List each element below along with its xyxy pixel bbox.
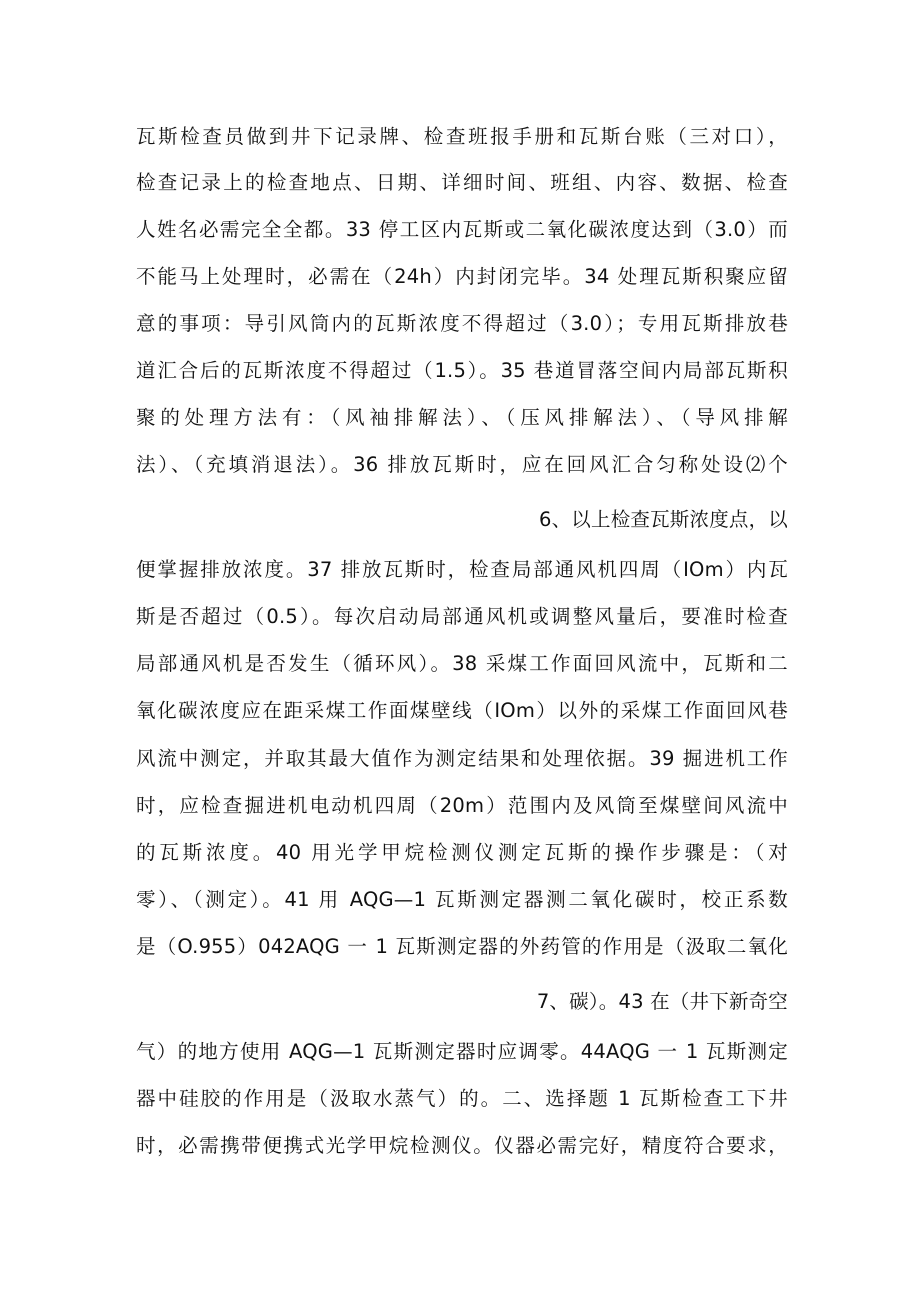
text-line: 瓦斯检查员做到井下记录牌、检查班报手册和瓦斯台账（三对口）， bbox=[136, 125, 788, 148]
text-line: 的瓦斯浓度。40 用光学甲烷检测仪测定瓦斯的操作步骤是：（对 bbox=[136, 841, 788, 864]
text-line: 风流中测定，并取其最大值作为测定结果和处理依据。39 掘进机工作 bbox=[136, 747, 788, 770]
text-line: 是（O.955）042AQG 一 1 瓦斯测定器的外药管的作用是（汲取二氧化 bbox=[136, 935, 788, 958]
text-line: 道汇合后的瓦斯浓度不得超过（1.5）。35 巷道冒落空间内局部瓦斯积 bbox=[136, 359, 788, 382]
text-line: 聚的处理方法有：（风袖排解法）、（压风排解法）、（导风排解 bbox=[136, 406, 788, 429]
text-line: 法）、（充填消退法）。36 排放瓦斯时，应在回风汇合匀称处设⑵个 bbox=[136, 453, 788, 476]
text-line: 氧化碳浓度应在距采煤工作面煤壁线（IOm）以外的采煤工作面回风巷 bbox=[136, 699, 788, 722]
list-item-7: 7、碳）。43 在（井下新奇空 bbox=[536, 990, 788, 1013]
text-line: 器中硅胶的作用是（汲取水蒸气）的。二、选择题 1 瓦斯检查工下井 bbox=[136, 1087, 788, 1110]
text-line: 意的事项：导引风筒内的瓦斯浓度不得超过（3.0）；专用瓦斯排放巷 bbox=[136, 312, 788, 335]
text-line: 气）的地方使用 AQG—1 瓦斯测定器时应调零。44AQG 一 1 瓦斯测定 bbox=[136, 1040, 788, 1063]
text-line: 人姓名必需完全全都。33 停工区内瓦斯或二氧化碳浓度达到（3.0）而 bbox=[136, 218, 788, 241]
list-item-6: 6、以上检查瓦斯浓度点，以 bbox=[538, 508, 788, 531]
text-line: 局部通风机是否发生（循环风）。38 采煤工作面回风流中，瓦斯和二 bbox=[136, 652, 788, 675]
text-line: 时，应检查掘进机电动机四周（20m）范围内及风筒至煤壁间风流中 bbox=[136, 794, 788, 817]
text-line: 检查记录上的检查地点、日期、详细时间、班组、内容、数据、检查 bbox=[136, 171, 788, 194]
text-line: 斯是否超过（0.5）。每次启动局部通风机或调整风量后，要准时检查 bbox=[136, 605, 788, 628]
text-line: 便掌握排放浓度。37 排放瓦斯时，检查局部通风机四周（IOm）内瓦 bbox=[136, 558, 788, 581]
text-line: 零）、（测定）。41 用 AQG—1 瓦斯测定器测二氧化碳时，校正系数 bbox=[136, 888, 788, 911]
text-line: 不能马上处理时，必需在（24h）内封闭完毕。34 处理瓦斯积聚应留 bbox=[136, 265, 788, 288]
text-line: 时，必需携带便携式光学甲烷检测仪。仪器必需完好，精度符合要求， bbox=[136, 1134, 788, 1157]
